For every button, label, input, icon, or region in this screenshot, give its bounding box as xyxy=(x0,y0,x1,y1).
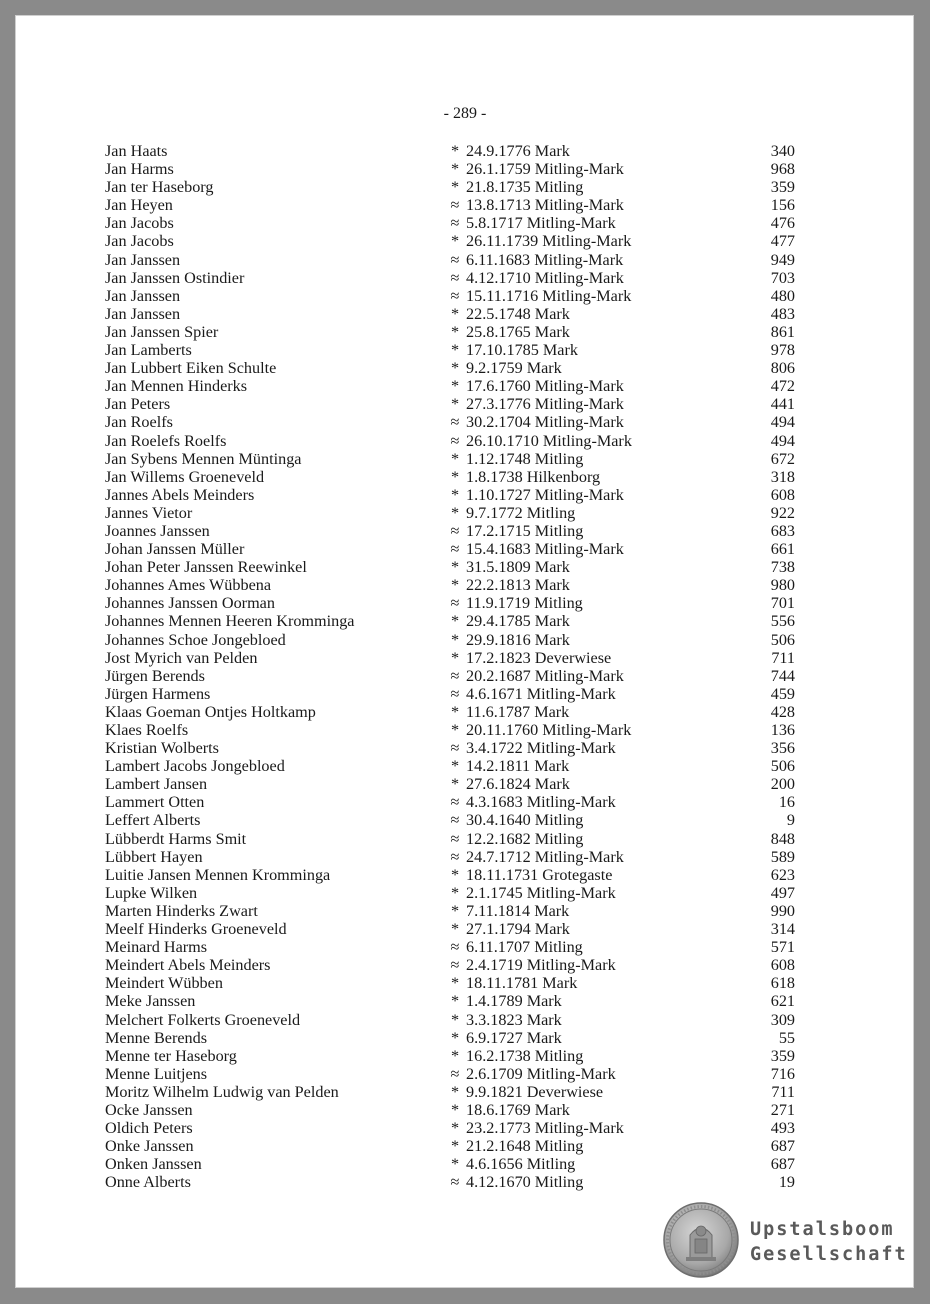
entry-date: 26.1.1759 Mitling-Mark xyxy=(466,160,624,179)
entry-mark: * xyxy=(450,648,460,667)
entry-number: 701 xyxy=(770,594,795,613)
entry-date: 9.2.1759 Mark xyxy=(466,359,562,378)
list-item xyxy=(15,703,914,721)
entry-name: Onke Janssen xyxy=(105,1137,194,1156)
entry-date: 7.11.1814 Mark xyxy=(466,901,570,920)
entry-number: 703 xyxy=(770,268,795,287)
entry-mark: ≈ xyxy=(450,286,460,305)
list-item xyxy=(15,305,914,323)
list-item xyxy=(15,1083,914,1101)
entry-date: 17.2.1715 Mitling xyxy=(466,521,584,540)
list-item xyxy=(15,323,914,341)
entry-mark: * xyxy=(450,377,460,396)
entry-date: 29.4.1785 Mark xyxy=(466,612,570,631)
entry-mark: * xyxy=(450,630,460,649)
entry-mark: * xyxy=(450,178,460,197)
entry-number: 136 xyxy=(770,721,795,739)
list-item xyxy=(15,631,914,649)
list-item xyxy=(15,775,914,793)
entry-number: 687 xyxy=(770,1137,795,1156)
list-item xyxy=(15,558,914,576)
entry-date: 25.8.1765 Mark xyxy=(466,322,570,341)
entry-name: Jan Jacobs xyxy=(105,232,174,251)
entry-date: 15.11.1716 Mitling-Mark xyxy=(466,286,632,305)
entry-number: 483 xyxy=(770,304,795,323)
entry-name: Menne ter Haseborg xyxy=(105,1046,237,1065)
entry-mark: ≈ xyxy=(450,214,460,233)
entry-name: Lübbert Hayen xyxy=(105,847,203,866)
entry-date: 1.8.1738 Hilkenborg xyxy=(466,467,601,486)
entry-mark: ≈ xyxy=(450,268,460,287)
list-item xyxy=(15,848,914,866)
entry-number: 848 xyxy=(770,829,795,848)
entry-number: 356 xyxy=(770,739,795,758)
list-item xyxy=(15,1101,914,1119)
list-item xyxy=(15,793,914,811)
entry-name: Jan Janssen Spier xyxy=(105,322,219,341)
entry-name: Jan Peters xyxy=(105,395,171,414)
entry-name: Klaas Goeman Ontjes Holtkamp xyxy=(105,702,316,721)
list-item xyxy=(15,540,914,558)
entry-mark: ≈ xyxy=(450,956,460,975)
entry-date: 27.6.1824 Mark xyxy=(466,775,570,794)
entry-number: 621 xyxy=(770,992,795,1011)
list-item xyxy=(15,721,914,739)
entry-name: Jan Harms xyxy=(105,160,174,179)
list-item xyxy=(15,1065,914,1083)
list-item xyxy=(15,450,914,468)
entry-name: Leffert Alberts xyxy=(105,811,201,830)
entry-date: 18.6.1769 Mark xyxy=(466,1100,570,1119)
list-item xyxy=(15,1119,914,1137)
entry-date: 4.6.1671 Mitling-Mark xyxy=(466,684,616,703)
entry-date: 27.3.1776 Mitling-Mark xyxy=(466,395,624,414)
entry-name: Klaes Roelfs xyxy=(105,721,189,739)
entry-mark: * xyxy=(450,322,460,341)
entry-number: 497 xyxy=(770,883,795,902)
entry-mark: ≈ xyxy=(450,847,460,866)
entry-mark: * xyxy=(450,558,460,577)
list-item xyxy=(15,287,914,305)
entry-date: 13.8.1713 Mitling-Mark xyxy=(466,196,624,215)
entry-date: 3.3.1823 Mark xyxy=(466,1010,562,1029)
list-item xyxy=(15,269,914,287)
list-item xyxy=(15,974,914,992)
entry-mark: * xyxy=(450,992,460,1011)
entry-name: Jan Janssen xyxy=(105,304,181,323)
entry-mark: * xyxy=(450,757,460,776)
entry-name: Jan Willems Groeneveld xyxy=(105,467,265,486)
entry-name: Lammert Otten xyxy=(105,793,205,812)
entry-mark: * xyxy=(450,883,460,902)
list-item xyxy=(15,251,914,269)
list-item xyxy=(15,486,914,504)
entry-name: Melchert Folkerts Groeneveld xyxy=(105,1010,301,1029)
entry-number: 672 xyxy=(770,449,795,468)
entry-name: Johannes Ames Wübbena xyxy=(105,576,272,595)
list-item xyxy=(15,432,914,450)
entry-date: 2.6.1709 Mitling-Mark xyxy=(466,1064,616,1083)
entry-date: 31.5.1809 Mark xyxy=(466,558,570,577)
entry-date: 2.1.1745 Mitling-Mark xyxy=(466,883,616,902)
entry-number: 19 xyxy=(778,1173,795,1192)
list-item xyxy=(15,866,914,884)
entry-mark: * xyxy=(450,503,460,522)
entry-mark: * xyxy=(450,232,460,251)
list-item xyxy=(15,739,914,757)
entry-name: Johan Janssen Müller xyxy=(105,540,245,559)
entry-number: 506 xyxy=(770,757,795,776)
list-item xyxy=(15,1155,914,1173)
entry-mark: * xyxy=(450,1028,460,1047)
entry-date: 5.8.1717 Mitling-Mark xyxy=(466,214,616,233)
entry-list xyxy=(15,142,914,1191)
entry-date: 6.11.1683 Mitling-Mark xyxy=(466,250,624,269)
entry-name: Jan Roelfs xyxy=(105,413,173,432)
entry-date: 17.2.1823 Deverwiese xyxy=(466,648,612,667)
entry-name: Moritz Wilhelm Ludwig van Pelden xyxy=(105,1082,339,1101)
entry-date: 24.7.1712 Mitling-Mark xyxy=(466,847,624,866)
entry-number: 687 xyxy=(770,1155,795,1174)
list-item xyxy=(15,142,914,160)
list-item xyxy=(15,902,914,920)
entry-mark: ≈ xyxy=(450,684,460,703)
entry-name: Jan Janssen xyxy=(105,286,181,305)
entry-date: 1.4.1789 Mark xyxy=(466,992,562,1011)
entry-name: Jannes Abels Meinders xyxy=(105,485,255,504)
entry-number: 618 xyxy=(770,974,795,993)
list-item xyxy=(15,649,914,667)
entry-name: Menne Berends xyxy=(105,1028,208,1047)
list-item xyxy=(15,341,914,359)
entry-number: 9 xyxy=(786,811,795,830)
list-item xyxy=(15,594,914,612)
entry-mark: ≈ xyxy=(450,938,460,957)
entry-date: 14.2.1811 Mark xyxy=(466,757,570,776)
entry-number: 494 xyxy=(770,431,795,450)
entry-date: 18.11.1781 Mark xyxy=(466,974,578,993)
entry-number: 949 xyxy=(770,250,795,269)
entry-number: 744 xyxy=(770,666,795,685)
entry-mark: * xyxy=(450,702,460,721)
entry-date: 21.2.1648 Mitling xyxy=(466,1137,584,1156)
entry-date: 17.10.1785 Mark xyxy=(466,341,578,360)
entry-number: 661 xyxy=(770,540,795,559)
list-item xyxy=(15,1029,914,1047)
entry-number: 589 xyxy=(770,847,795,866)
entry-name: Jan Janssen Ostindier xyxy=(105,268,245,287)
entry-number: 16 xyxy=(778,793,795,812)
society-logo-text xyxy=(750,1217,908,1267)
entry-mark: * xyxy=(450,721,460,739)
list-item xyxy=(15,196,914,214)
list-item xyxy=(15,160,914,178)
entry-name: Menne Luitjens xyxy=(105,1064,208,1083)
list-item xyxy=(15,1173,914,1191)
entry-mark: * xyxy=(450,920,460,939)
entry-mark: * xyxy=(450,142,460,160)
entry-mark: * xyxy=(450,775,460,794)
entry-mark: ≈ xyxy=(450,196,460,215)
entry-date: 17.6.1760 Mitling-Mark xyxy=(466,377,624,396)
entry-number: 459 xyxy=(770,684,795,703)
entry-number: 477 xyxy=(770,232,795,251)
list-item xyxy=(15,232,914,250)
entry-name: Jan Jacobs xyxy=(105,214,174,233)
entry-number: 340 xyxy=(770,142,795,160)
logo-line-2: Gesellschaft xyxy=(750,1244,908,1265)
entry-name: Onne Alberts xyxy=(105,1173,191,1192)
entry-date: 23.2.1773 Mitling-Mark xyxy=(466,1119,624,1138)
entry-mark: * xyxy=(450,1155,460,1174)
list-item xyxy=(15,377,914,395)
entry-number: 623 xyxy=(770,865,795,884)
entry-number: 861 xyxy=(770,322,795,341)
entry-mark: ≈ xyxy=(450,793,460,812)
entry-name: Meke Janssen xyxy=(105,992,196,1011)
entry-name: Joannes Janssen xyxy=(105,521,210,540)
entry-mark: * xyxy=(450,901,460,920)
entry-name: Jan Haats xyxy=(105,142,168,160)
entry-number: 359 xyxy=(770,1046,795,1065)
entry-date: 1.10.1727 Mitling-Mark xyxy=(466,485,624,504)
entry-mark: * xyxy=(450,1137,460,1156)
entry-name: Jan Mennen Hinderks xyxy=(105,377,248,396)
entry-name: Lambert Jacobs Jongebloed xyxy=(105,757,285,776)
entry-name: Luitie Jansen Mennen Kromminga xyxy=(105,865,331,884)
entry-mark: ≈ xyxy=(450,540,460,559)
entry-mark: ≈ xyxy=(450,811,460,830)
entry-number: 711 xyxy=(771,648,795,667)
entry-date: 11.6.1787 Mark xyxy=(466,702,570,721)
entry-number: 428 xyxy=(770,702,795,721)
entry-date: 15.4.1683 Mitling-Mark xyxy=(466,540,624,559)
entry-mark: * xyxy=(450,449,460,468)
entry-date: 1.12.1748 Mitling xyxy=(466,449,584,468)
entry-date: 29.9.1816 Mark xyxy=(466,630,570,649)
entry-date: 16.2.1738 Mitling xyxy=(466,1046,584,1065)
entry-number: 480 xyxy=(770,286,795,305)
entry-name: Meinard Harms xyxy=(105,938,208,957)
entry-date: 24.9.1776 Mark xyxy=(466,142,570,160)
entry-name: Jan Lamberts xyxy=(105,341,192,360)
entry-name: Jan Janssen xyxy=(105,250,181,269)
entry-number: 493 xyxy=(770,1119,795,1138)
entry-number: 314 xyxy=(770,920,795,939)
entry-number: 806 xyxy=(770,359,795,378)
list-item xyxy=(15,757,914,775)
entry-number: 716 xyxy=(770,1064,795,1083)
entry-name: Ocke Janssen xyxy=(105,1100,193,1119)
entry-mark: * xyxy=(450,865,460,884)
entry-number: 608 xyxy=(770,485,795,504)
list-item xyxy=(15,992,914,1010)
list-item xyxy=(15,811,914,829)
list-item xyxy=(15,522,914,540)
entry-name: Onken Janssen xyxy=(105,1155,202,1174)
list-item xyxy=(15,830,914,848)
list-item xyxy=(15,214,914,232)
entry-date: 18.11.1731 Grotegaste xyxy=(466,865,613,884)
entry-date: 4.6.1656 Mitling xyxy=(466,1155,576,1174)
entry-number: 359 xyxy=(770,178,795,197)
entry-mark: ≈ xyxy=(450,521,460,540)
entry-mark: * xyxy=(450,974,460,993)
entry-number: 711 xyxy=(771,1082,795,1101)
entry-date: 20.11.1760 Mitling-Mark xyxy=(466,721,632,739)
entry-number: 990 xyxy=(770,901,795,920)
entry-date: 4.12.1670 Mitling xyxy=(466,1173,584,1192)
entry-mark: * xyxy=(450,395,460,414)
entry-mark: * xyxy=(450,467,460,486)
list-item xyxy=(15,468,914,486)
entry-number: 980 xyxy=(770,576,795,595)
entry-number: 441 xyxy=(770,395,795,414)
entry-number: 200 xyxy=(770,775,795,794)
entry-name: Lambert Jansen xyxy=(105,775,208,794)
entry-date: 22.5.1748 Mark xyxy=(466,304,570,323)
entry-number: 738 xyxy=(770,558,795,577)
entry-number: 571 xyxy=(770,938,795,957)
entry-name: Jost Myrich van Pelden xyxy=(105,648,258,667)
list-item xyxy=(15,395,914,413)
entry-date: 4.12.1710 Mitling-Mark xyxy=(466,268,624,287)
entry-mark: * xyxy=(450,1010,460,1029)
entry-date: 2.4.1719 Mitling-Mark xyxy=(466,956,616,975)
entry-date: 4.3.1683 Mitling-Mark xyxy=(466,793,616,812)
entry-mark: ≈ xyxy=(450,1064,460,1083)
entry-mark: * xyxy=(450,485,460,504)
list-item xyxy=(15,685,914,703)
entry-name: Lübberdt Harms Smit xyxy=(105,829,247,848)
entry-number: 494 xyxy=(770,413,795,432)
list-item xyxy=(15,1047,914,1065)
document-page xyxy=(15,15,914,1288)
list-item xyxy=(15,667,914,685)
entry-number: 309 xyxy=(770,1010,795,1029)
entry-name: Jannes Vietor xyxy=(105,503,193,522)
entry-date: 20.2.1687 Mitling-Mark xyxy=(466,666,624,685)
entry-mark: * xyxy=(450,1119,460,1138)
entry-number: 476 xyxy=(770,214,795,233)
list-item xyxy=(15,1137,914,1155)
entry-date: 12.2.1682 Mitling xyxy=(466,829,584,848)
entry-number: 506 xyxy=(770,630,795,649)
entry-mark: * xyxy=(450,341,460,360)
entry-mark: * xyxy=(450,304,460,323)
list-item xyxy=(15,413,914,431)
entry-name: Jan Heyen xyxy=(105,196,173,215)
entry-name: Jürgen Harmens xyxy=(105,684,211,703)
entry-date: 22.2.1813 Mark xyxy=(466,576,570,595)
entry-date: 6.9.1727 Mark xyxy=(466,1028,562,1047)
entry-date: 27.1.1794 Mark xyxy=(466,920,570,939)
entry-date: 30.2.1704 Mitling-Mark xyxy=(466,413,624,432)
entry-name: Johannes Schoe Jongebloed xyxy=(105,630,286,649)
entry-date: 26.10.1710 Mitling-Mark xyxy=(466,431,632,450)
entry-number: 55 xyxy=(778,1028,795,1047)
entry-mark: * xyxy=(450,1046,460,1065)
entry-mark: ≈ xyxy=(450,250,460,269)
entry-number: 922 xyxy=(770,503,795,522)
entry-name: Johannes Janssen Oorman xyxy=(105,594,275,613)
entry-name: Jan Roelefs Roelfs xyxy=(105,431,227,450)
entry-name: Jan Sybens Mennen Müntinga xyxy=(105,449,302,468)
entry-mark: * xyxy=(450,1082,460,1101)
entry-mark: ≈ xyxy=(450,739,460,758)
entry-number: 472 xyxy=(770,377,795,396)
entry-mark: * xyxy=(450,160,460,179)
list-item xyxy=(15,359,914,377)
entry-name: Jan ter Haseborg xyxy=(105,178,214,197)
entry-date: 30.4.1640 Mitling xyxy=(466,811,584,830)
entry-date: 6.11.1707 Mitling xyxy=(466,938,583,957)
entry-mark: ≈ xyxy=(450,829,460,848)
entry-date: 26.11.1739 Mitling-Mark xyxy=(466,232,632,251)
entry-name: Oldich Peters xyxy=(105,1119,193,1138)
entry-number: 156 xyxy=(770,196,795,215)
list-item xyxy=(15,920,914,938)
entry-mark: ≈ xyxy=(450,666,460,685)
entry-number: 271 xyxy=(770,1100,795,1119)
list-item xyxy=(15,1011,914,1029)
entry-number: 968 xyxy=(770,160,795,179)
entry-date: 9.7.1772 Mitling xyxy=(466,503,576,522)
entry-name: Johannes Mennen Heeren Kromminga xyxy=(105,612,355,631)
entry-mark: ≈ xyxy=(450,1173,460,1192)
entry-mark: * xyxy=(450,576,460,595)
entry-mark: ≈ xyxy=(450,413,460,432)
entry-number: 978 xyxy=(770,341,795,360)
list-item xyxy=(15,576,914,594)
page-number: - 289 - xyxy=(443,105,487,122)
list-item xyxy=(15,956,914,974)
entry-name: Meindert Abels Meinders xyxy=(105,956,271,975)
entry-date: 11.9.1719 Mitling xyxy=(466,594,583,613)
entry-name: Jürgen Berends xyxy=(105,666,205,685)
entry-number: 683 xyxy=(770,521,795,540)
entry-date: 3.4.1722 Mitling-Mark xyxy=(466,739,616,758)
entry-mark: ≈ xyxy=(450,431,460,450)
entry-mark: * xyxy=(450,1100,460,1119)
entry-date: 9.9.1821 Deverwiese xyxy=(466,1082,604,1101)
list-item xyxy=(15,178,914,196)
entry-name: Kristian Wolberts xyxy=(105,739,219,758)
entry-date: 21.8.1735 Mitling xyxy=(466,178,584,197)
entry-mark: * xyxy=(450,359,460,378)
logo-line-1: Upstalsboom xyxy=(750,1219,895,1240)
entry-name: Jan Lubbert Eiken Schulte xyxy=(105,359,277,378)
list-item xyxy=(15,884,914,902)
entry-name: Lupke Wilken xyxy=(105,883,198,902)
list-item xyxy=(15,504,914,522)
entry-number: 318 xyxy=(770,467,795,486)
entry-mark: * xyxy=(450,612,460,631)
entry-name: Meelf Hinderks Groeneveld xyxy=(105,920,287,939)
list-item xyxy=(15,938,914,956)
entry-name: Johan Peter Janssen Reewinkel xyxy=(105,558,307,577)
entry-name: Meindert Wübben xyxy=(105,974,223,993)
entry-number: 608 xyxy=(770,956,795,975)
entry-mark: ≈ xyxy=(450,594,460,613)
seal-icon xyxy=(662,1201,740,1279)
entry-name: Marten Hinderks Zwart xyxy=(105,901,258,920)
entry-number: 556 xyxy=(770,612,795,631)
list-item xyxy=(15,612,914,630)
